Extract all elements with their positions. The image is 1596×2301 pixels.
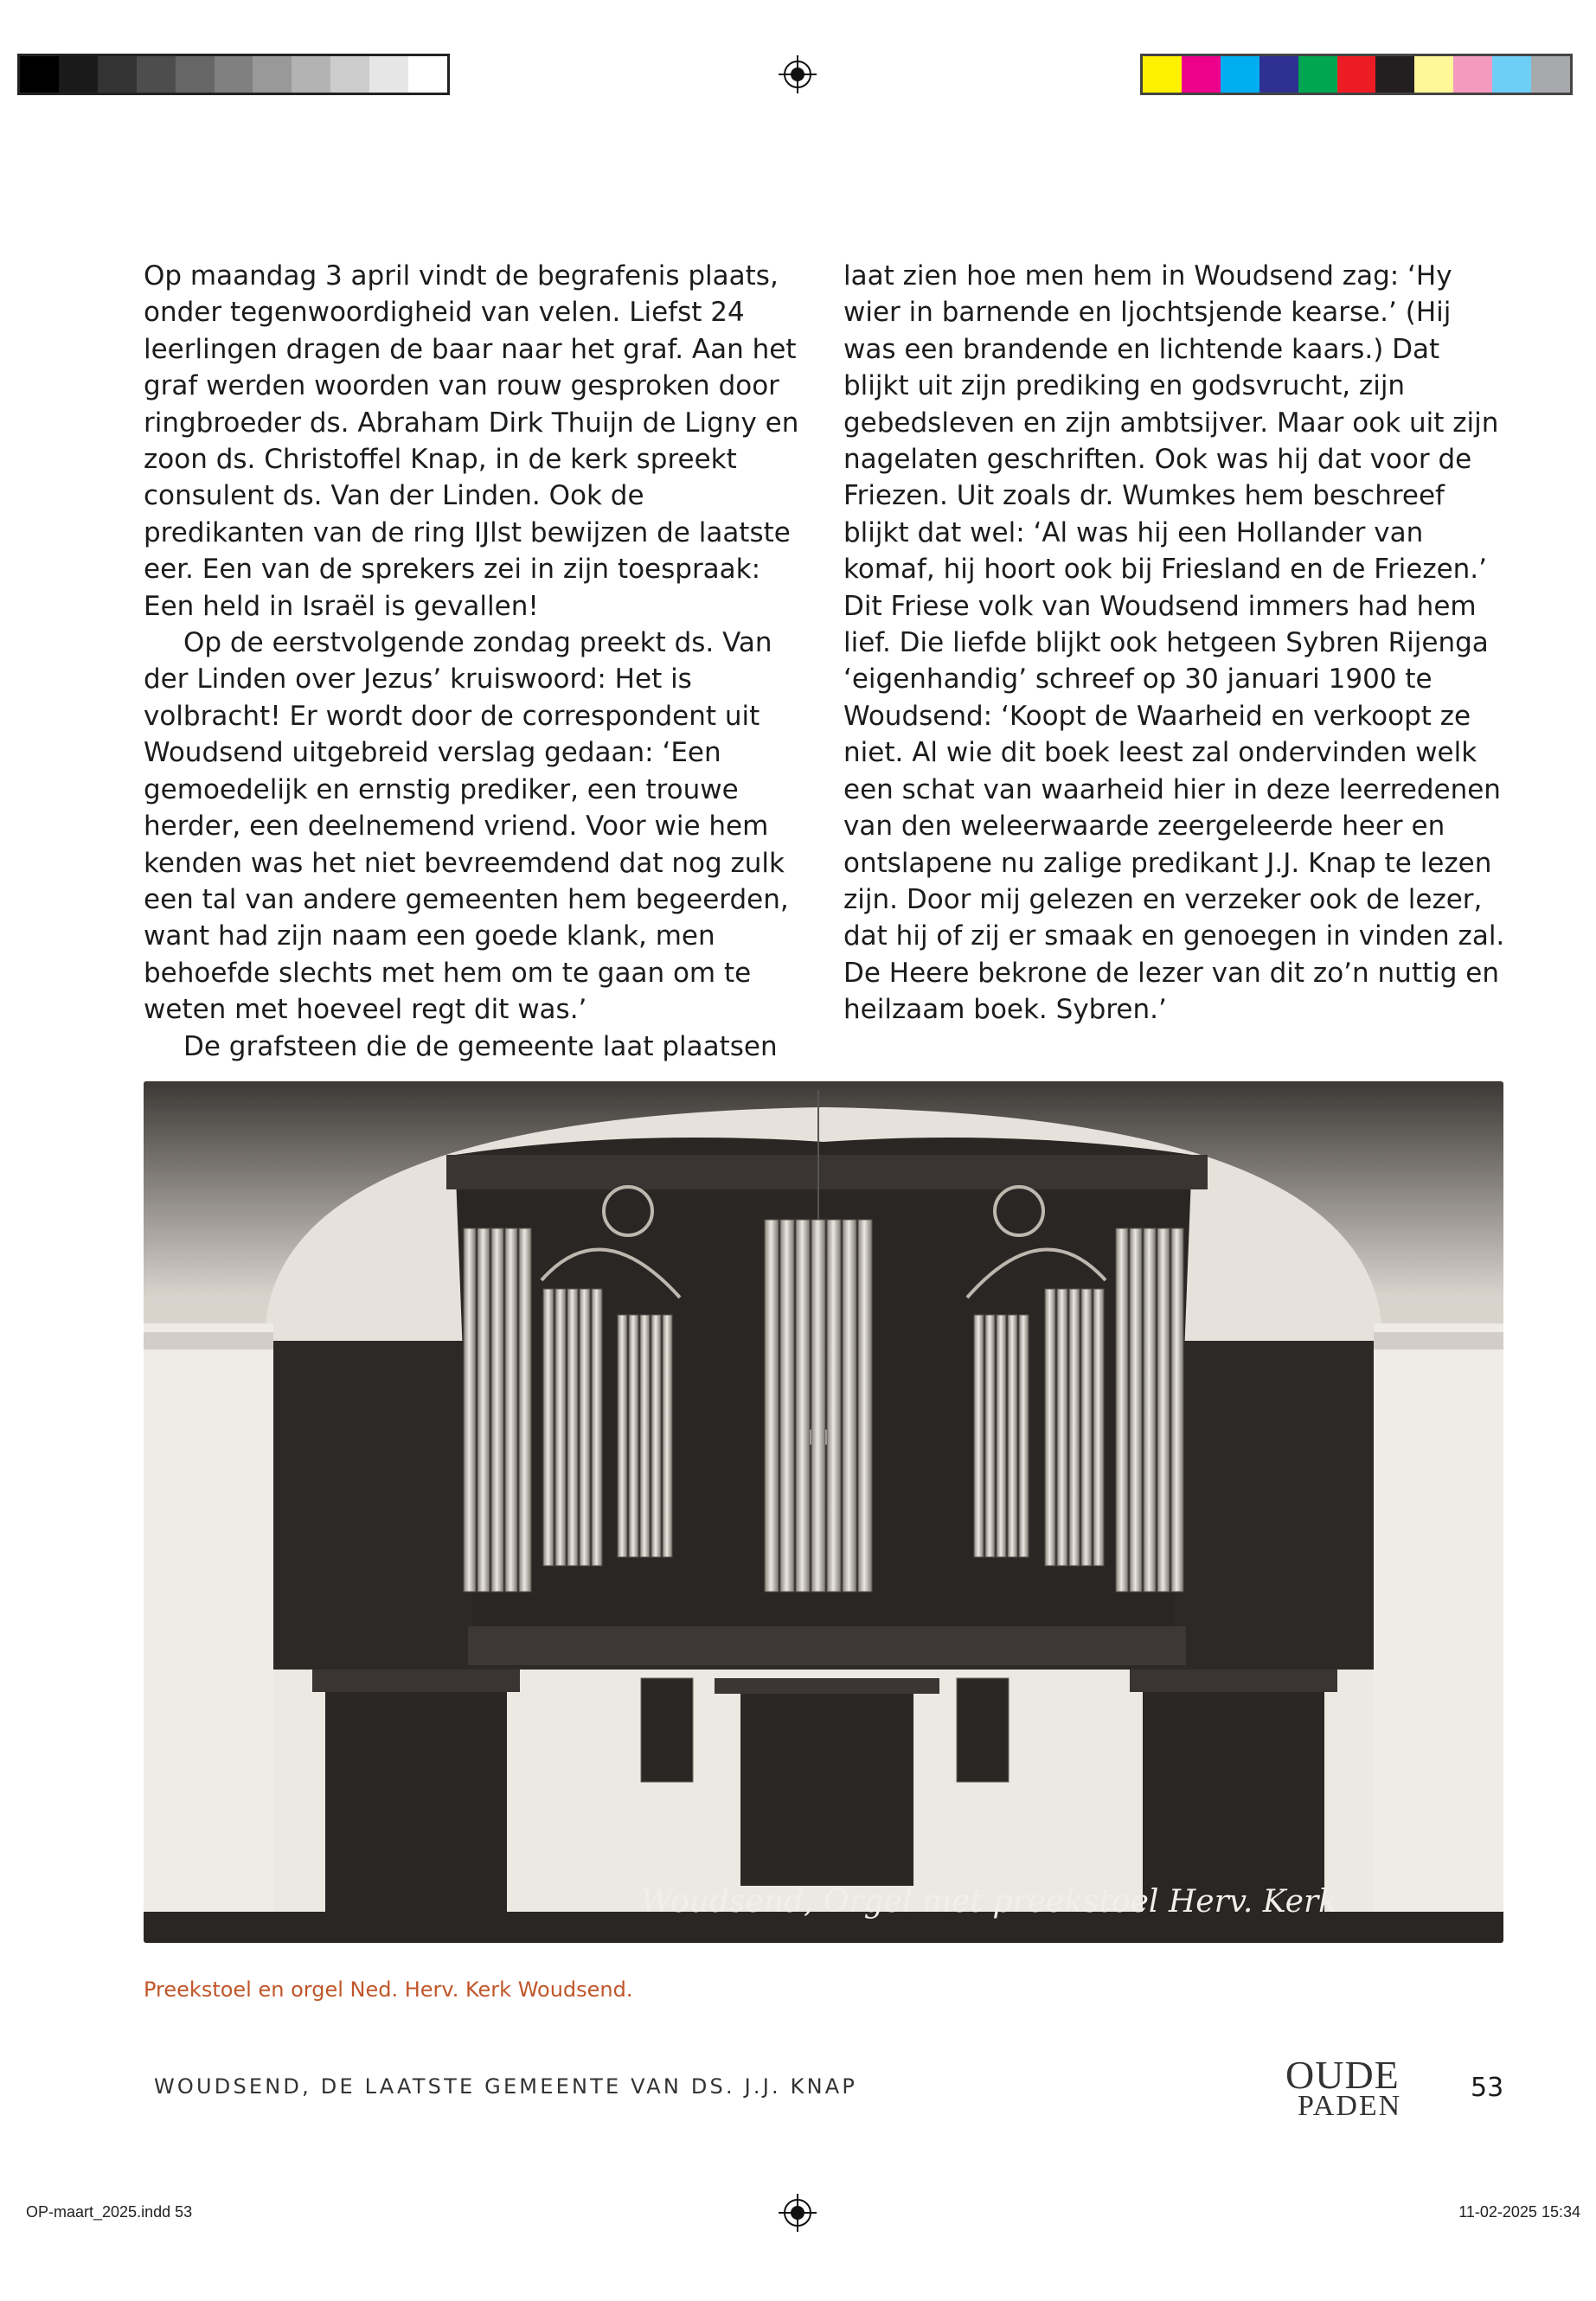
gray-swatch	[20, 56, 59, 93]
photo-caption: Preekstoel en orgel Ned. Herv. Kerk Woudsend.	[144, 1977, 633, 2002]
color-swatch	[1414, 56, 1453, 93]
slug-timestamp: 11-02-2025 15:34	[1458, 2203, 1580, 2221]
color-swatch	[1453, 56, 1492, 93]
color-swatch	[1298, 56, 1337, 93]
slug-file-name: OP-maart_2025.indd 53	[26, 2203, 193, 2221]
gray-swatch	[176, 56, 215, 93]
gray-swatch	[330, 56, 369, 93]
color-swatch	[1337, 56, 1376, 93]
registration-mark-bottom-icon	[779, 2194, 817, 2232]
color-swatch	[1182, 56, 1221, 93]
gray-swatch	[369, 56, 408, 93]
gray-swatch	[59, 56, 98, 93]
photo-inscription: Woudsend, Orgel met preekstoel Herv. Kerk	[640, 1884, 1337, 1920]
paragraph: De grafsteen die de gemeente laat plaatsen	[183, 1030, 778, 1062]
gray-swatch	[98, 56, 137, 93]
logo-line-2: PADEN	[1298, 2090, 1402, 2122]
color-swatch	[1531, 56, 1570, 93]
color-swatch	[1143, 56, 1182, 93]
color-swatch	[1259, 56, 1298, 93]
color-swatch	[1221, 56, 1259, 93]
gray-swatch	[292, 56, 330, 93]
oude-paden-logo	[1282, 2052, 1420, 2125]
right-text-column	[843, 258, 1509, 1029]
logo-line-1: OUDE	[1285, 2053, 1400, 2097]
registration-mark-top-icon	[779, 55, 817, 93]
color-swatch	[1375, 56, 1414, 93]
gray-swatch	[137, 56, 176, 93]
page-number: 53	[1471, 2073, 1504, 2103]
gray-swatch	[253, 56, 292, 93]
running-title: WOUDSEND, DE LAATSTE GEMEENTE VAN DS. J.J. KNAP	[154, 2074, 858, 2099]
paragraph: Op de eerstvolgende zondag preekt ds. Van der Linden over Jezus’ kruiswoord: Het is volbracht! Er wordt door de correspondent uit Woudsend uitgebreid verslag gedaan: ‘Een gemoedelijk en ernstig prediker, een trouwe herder, een deelnemend vriend. Voor wie hem kenden was het niet bevreemdend dat nog zulk een tal van andere gemeenten hem begeerden, want had zijn naam een goede klank, men behoefde slechts met hem om te gaan om te weten met hoeveel regt dit was.’	[144, 627, 789, 1026]
color-calibration-bar	[1140, 54, 1573, 95]
gray-swatch	[408, 56, 447, 93]
organ-photograph	[144, 1081, 1503, 1943]
organ-photo-illustration	[144, 1081, 1503, 1943]
gray-calibration-bar	[17, 54, 450, 95]
left-text-column	[144, 258, 810, 1065]
paragraph: laat zien hoe men hem in Woudsend zag: ‘Hy wier in barnende en ljochtsjende kearse.’ (Hij was een brandende en lichtende kaars.) Dat blijkt uit zijn prediking en godsvrucht, zijn gebedsleven en zijn ambtsijver. Maar ook uit zijn nagelaten geschriften. Ook was hij dat voor de Friezen. Uit zoals dr. Wumkes hem beschreef blijkt dat wel: ‘Al was hij een Hollander van komaf, hij hoort ook bij Friesland en de Friezen.’ Dit Friese volk van Woudsend immers had hem lief. Die liefde blijkt ook hetgeen Sybren Rijenga ‘eigenhandig’ schreef op 30 januari 1900 te Woudsend: ‘Koopt de Waarheid en verkoopt ze niet. Al wie dit boek leest zal ondervinden welk een schat van waarheid hier in deze leerredenen van den weleerwaarde zeergeleerde heer en ontslapene nu zalige predikant J.J. Knap te lezen zijn. Door mij gelezen en verzeker ook de lezer, dat hij of zij er smaak en genoegen in vinden zal. De Heere bekrone de lezer van dit zo’n nuttig en heilzaam boek. Sybren.’	[843, 260, 1505, 1026]
paragraph: Op maandag 3 april vindt de begrafenis plaats, onder tegenwoordigheid van velen. Liefst 24 leerlingen dragen de baar naar het graf. Aan het graf werden woorden van rouw gesproken door ringbroeder ds. Abraham Dirk Thuijn de Ligny en zoon ds. Christoffel Knap, in de kerk spreekt consulent ds. Van der Linden. Ook de predikanten van de ring IJlst bewijzen de laatste eer. Een van de sprekers zei in zijn toespraak: Een held in Israël is gevallen!	[144, 260, 799, 622]
color-swatch	[1492, 56, 1531, 93]
gray-swatch	[215, 56, 253, 93]
